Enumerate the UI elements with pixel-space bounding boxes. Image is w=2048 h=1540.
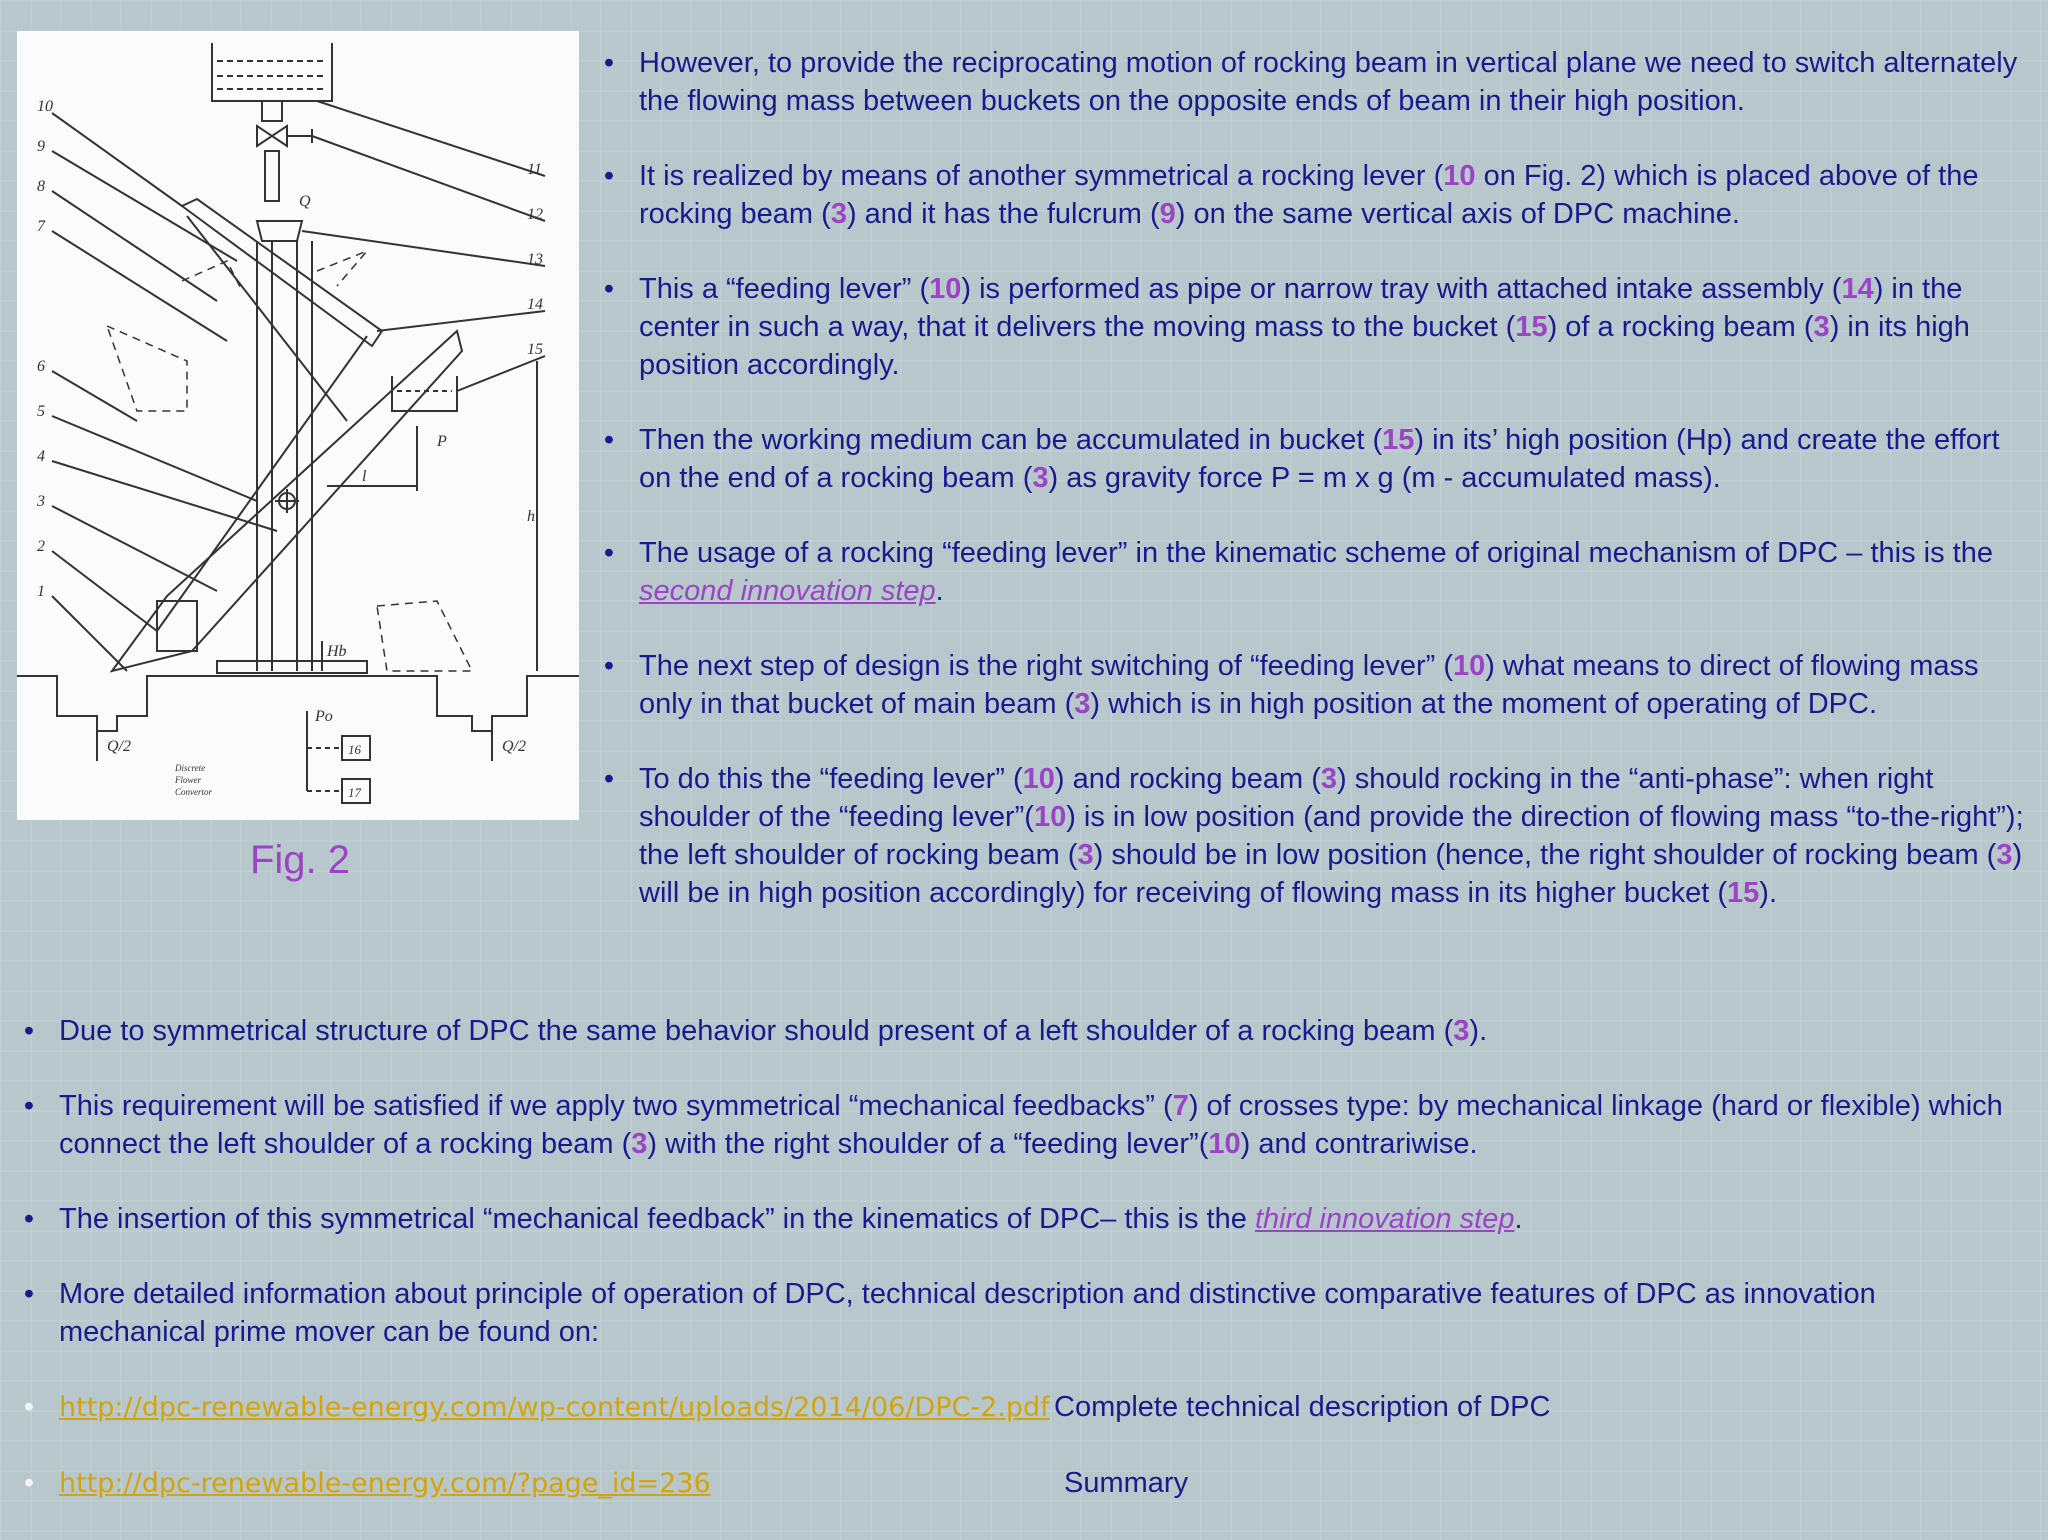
bullet-marker: • <box>603 273 615 305</box>
bullet-text: The next step of design is the right switching of “feeding lever” ( <box>639 650 1454 682</box>
reference-link[interactable]: http://dpc-renewable-energy.com/wp-content/uploads/2014/06/DPC-2.pdf <box>59 1392 1050 1423</box>
label-6: 6 <box>37 358 45 375</box>
valve-shape <box>257 126 287 146</box>
converter-label-1: Discrete <box>175 763 206 773</box>
bullet-marker: • <box>603 160 615 192</box>
bullet-text: . <box>935 575 944 607</box>
bullet-item <box>603 157 2039 233</box>
bullet-text: ) should be in low position (hence, the right shoulder of rocking beam ( <box>1093 839 1997 871</box>
bullet-marker: • <box>23 1203 35 1235</box>
part-number-ref: 14 <box>1841 273 1874 305</box>
label-q: Q <box>299 193 311 210</box>
converter-label-2: Flower <box>175 775 201 785</box>
part-number-ref: 15 <box>1382 424 1415 456</box>
bullet-marker: • <box>603 650 615 682</box>
label-12: 12 <box>527 206 543 223</box>
bullet-item <box>603 270 2039 384</box>
left-bucket <box>157 601 197 651</box>
bullet-text: It is realized by means of another symmetrical a rocking lever ( <box>639 160 1444 192</box>
bullet-text: on Fig. 2) which is placed above of the rocking beam ( <box>639 160 1979 230</box>
label-15: 15 <box>527 341 543 358</box>
label-7: 7 <box>37 218 45 235</box>
label-hb: Hb <box>327 643 347 660</box>
label-po: Po <box>315 708 333 725</box>
part-number-ref: 3 <box>1320 763 1338 795</box>
part-number-ref: 3 <box>1032 462 1049 494</box>
bullet-marker: • <box>603 47 615 79</box>
bullet-text: ) is performed as pipe or narrow tray with attached intake assembly ( <box>961 273 1842 305</box>
label-1: 1 <box>37 583 45 600</box>
bullet-marker: • <box>603 424 615 456</box>
bullet-text: To do this the “feeding lever” ( <box>639 763 1023 795</box>
bullet-text: ) as gravity force P = m x g (m - accumulated mass). <box>1048 462 1721 494</box>
bullet-text: The insertion of this symmetrical “mechanical feedback” in the kinematics of DPC– this is the <box>59 1203 1255 1235</box>
bullet-text: ) in its high position accordingly. <box>639 311 1970 381</box>
label-l: l <box>362 468 367 485</box>
link-item <box>23 1388 2019 1427</box>
bullet-text: More detailed information about principle of operation of DPC, technical description and distinctive comparative features of DPC as innovation mechanical prime mover can be found on: <box>59 1278 1876 1348</box>
bullet-text: ) what means to direct of flowing mass only in that bucket of main beam ( <box>639 650 1979 720</box>
link-item <box>23 1464 2019 1503</box>
part-number-ref: 10 <box>1443 160 1476 192</box>
bullet-marker: • <box>23 1090 35 1122</box>
bullet-item <box>603 760 2039 912</box>
converter-label-3: Convertor <box>175 787 212 797</box>
link-description: Summary <box>1064 1467 1189 1499</box>
bullet-text: The usage of a rocking “feeding lever” in the kinematic scheme of original mechanism of DPC – this is the <box>639 537 1993 569</box>
bullet-text: . <box>1514 1203 1523 1235</box>
bullet-text: ) in its’ high position (Hp) and create the effort on the end of a rocking beam ( <box>639 424 2000 494</box>
figure-caption: Fig. 2 <box>249 838 351 882</box>
part-number-ref: 3 <box>1077 839 1094 871</box>
bullet-marker: • <box>23 1391 35 1423</box>
bullet-marker: • <box>603 763 615 795</box>
label-17: 17 <box>348 785 361 800</box>
figure-drawing <box>17 31 579 820</box>
bullet-text: Then the working medium can be accumulated in bucket ( <box>639 424 1383 456</box>
bullet-item <box>603 534 2039 610</box>
label-11: 11 <box>527 161 542 178</box>
part-number-ref: 10 <box>1208 1128 1241 1160</box>
bullet-marker: • <box>23 1015 35 1047</box>
part-number-ref: 10 <box>1453 650 1486 682</box>
bullet-text: ) and it has the fulcrum ( <box>846 198 1160 230</box>
bullet-text: ) with the right shoulder of a “feeding lever”( <box>647 1128 1209 1160</box>
part-number-ref: 15 <box>1727 877 1760 909</box>
part-number-ref: 10 <box>929 273 962 305</box>
bullet-text: However, to provide the reciprocating motion of rocking beam in vertical plane we need to switch alternately the flowing mass between buckets on the opposite ends of beam in their high position. <box>639 47 2018 117</box>
bullet-text: ) on the same vertical axis of DPC machine. <box>1175 198 1740 230</box>
bullet-text: ) is in low position (and provide the direction of flowing mass “to-the-right”); the left shoulder of rocking beam ( <box>639 801 2024 871</box>
label-4: 4 <box>37 448 45 465</box>
bullet-text: ) which is in high position at the moment of operating of DPC. <box>1090 688 1877 720</box>
part-number-ref: 3 <box>1996 839 2013 871</box>
label-3: 3 <box>37 493 45 510</box>
label-10: 10 <box>37 98 53 115</box>
bullet-text: ) should rocking in the “anti-phase”: when right shoulder of the “feeding lever”( <box>639 763 1934 833</box>
bullet-item <box>23 1087 2019 1163</box>
part-number-ref: 10 <box>1033 801 1067 833</box>
bullet-text: This requirement will be satisfied if we apply two symmetrical “mechanical feedbacks” ( <box>59 1090 1173 1122</box>
base-ground <box>17 676 579 731</box>
bullet-text: Due to symmetrical structure of DPC the same behavior should present of a left shoulder of a rocking beam ( <box>59 1015 1454 1047</box>
bullet-marker: • <box>23 1278 35 1310</box>
part-number-ref: 3 <box>830 198 847 230</box>
part-number-ref: 9 <box>1159 198 1176 230</box>
label-8: 8 <box>37 178 45 195</box>
bullet-text: ) will be in high position accordingly) for receiving of flowing mass in its higher bucket ( <box>639 839 2023 909</box>
bullet-marker: • <box>603 537 615 569</box>
label-2: 2 <box>37 538 45 555</box>
bullet-item <box>603 44 2039 120</box>
bullet-text: ) in the center in such a way, that it delivers the moving mass to the bucket ( <box>639 273 1963 343</box>
bullet-text: ) of a rocking beam ( <box>1547 311 1814 343</box>
mechanism-diagram <box>17 31 579 820</box>
right-bullet-list <box>603 44 2039 949</box>
bullet-item <box>23 1200 2019 1238</box>
part-number-ref: 15 <box>1515 311 1548 343</box>
bullet-item <box>603 647 2039 723</box>
link-description: Complete technical description of DPC <box>1054 1391 1551 1423</box>
label-5: 5 <box>37 403 45 420</box>
part-number-ref: 3 <box>1074 688 1091 720</box>
bullet-text: ) and rocking beam ( <box>1054 763 1321 795</box>
innovation-step-link[interactable]: third innovation step <box>1254 1203 1515 1235</box>
bottom-bullet-list <box>23 1012 2019 1540</box>
label-q2-left: Q/2 <box>107 738 131 755</box>
innovation-step-link[interactable]: second innovation step <box>639 575 936 607</box>
bullet-text: ). <box>1469 1015 1488 1047</box>
part-number-ref: 3 <box>631 1128 648 1160</box>
reference-link[interactable]: http://dpc-renewable-energy.com/?page_id=236 <box>59 1468 711 1499</box>
label-p: P <box>437 433 447 450</box>
bullet-text: ) of crosses type: by mechanical linkage (hard or flexible) which connect the left shoulder of a rocking beam ( <box>59 1090 2003 1160</box>
label-h: h <box>527 508 535 525</box>
bullet-item <box>23 1275 2019 1351</box>
part-number-ref: 10 <box>1022 763 1055 795</box>
part-number-ref: 3 <box>1813 311 1830 343</box>
label-q2-right: Q/2 <box>502 738 526 755</box>
bullet-text: ) and contrariwise. <box>1240 1128 1478 1160</box>
bullet-marker: • <box>23 1467 35 1499</box>
bullet-item <box>23 1012 2019 1050</box>
bullet-text: This a “feeding lever” ( <box>639 273 930 305</box>
bullet-text: ). <box>1759 877 1777 909</box>
bullet-item <box>603 421 2039 497</box>
label-14: 14 <box>527 296 543 313</box>
label-13: 13 <box>527 251 543 268</box>
part-number-ref: 3 <box>1453 1015 1470 1047</box>
part-number-ref: 7 <box>1172 1090 1189 1122</box>
label-9: 9 <box>37 138 45 155</box>
top-tank <box>212 43 332 101</box>
label-16: 16 <box>348 742 361 757</box>
